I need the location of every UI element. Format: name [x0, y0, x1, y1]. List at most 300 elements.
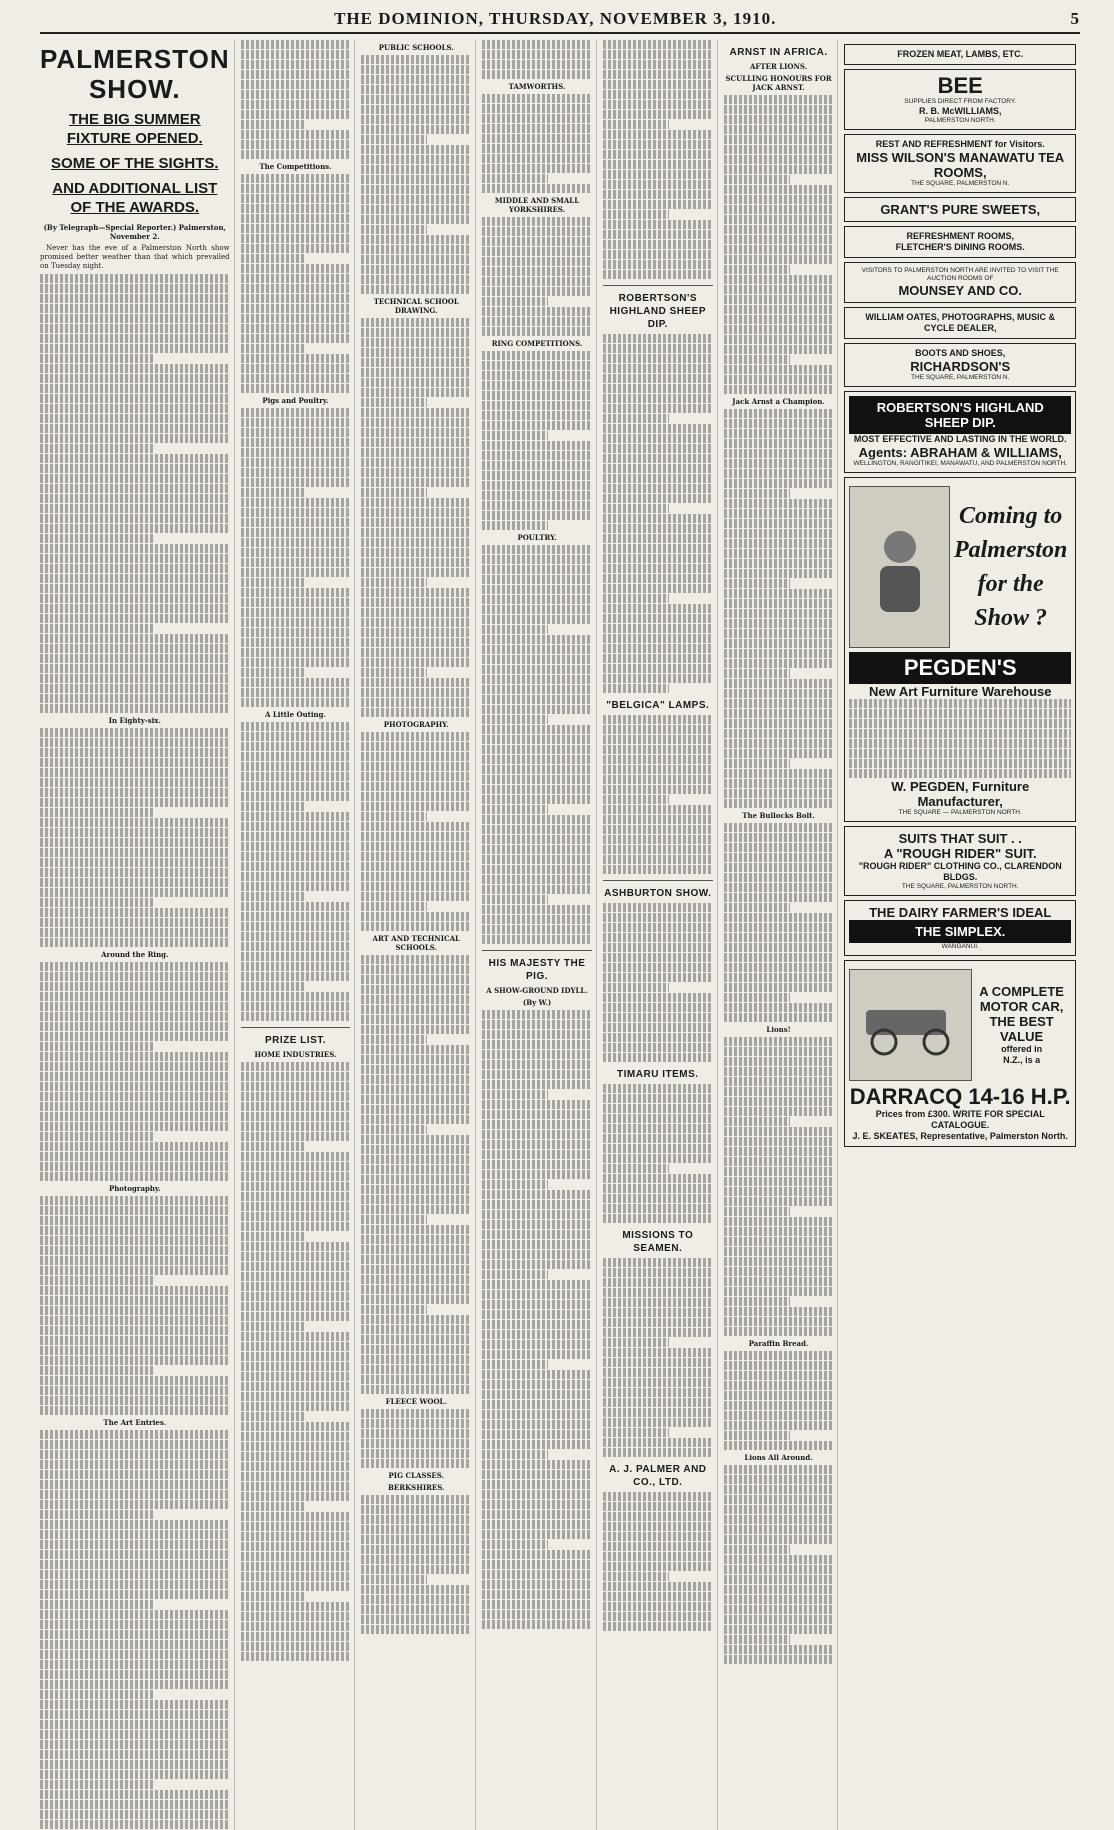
text-line — [724, 1615, 834, 1624]
text-line — [849, 739, 1071, 748]
text-line — [361, 1175, 471, 1184]
ad-name: J. E. SKEATES, Representative, Palmerston North. — [852, 1131, 1068, 1141]
text-line — [361, 698, 471, 707]
text-line — [241, 1592, 307, 1601]
text-line — [603, 765, 713, 774]
text-line — [724, 469, 834, 478]
ad-line: for the — [977, 571, 1044, 597]
text-line — [40, 1740, 230, 1749]
section-heading: Lions All Around. — [744, 1453, 813, 1462]
text-line — [482, 154, 592, 163]
coming-to-palmerston — [950, 499, 1071, 635]
text-line — [603, 200, 713, 209]
text-line — [361, 235, 471, 244]
text-line — [241, 150, 351, 159]
text-line — [603, 220, 713, 229]
text-line — [361, 215, 471, 224]
byline: (By Telegraph—Special Reporter.) Palmerston, November 2. — [43, 223, 226, 241]
section-heading: Pigs and Poultry. — [262, 396, 329, 405]
column-6 — [724, 40, 839, 1830]
text-line — [361, 518, 471, 527]
text-line — [482, 267, 592, 276]
text-line — [361, 1255, 471, 1264]
text-line — [724, 933, 834, 942]
text-line — [40, 304, 230, 313]
text-line — [40, 918, 230, 927]
text-line — [482, 227, 592, 236]
ad-title: BOOTS AND SHOES, — [915, 348, 1006, 358]
text-line — [482, 441, 592, 450]
text-line — [40, 1196, 230, 1205]
text-line — [361, 1365, 471, 1374]
text-line — [724, 1525, 834, 1534]
text-line — [361, 225, 427, 234]
text-line — [361, 1285, 471, 1294]
text-line — [603, 745, 713, 754]
ad-line: VALUE — [1000, 1029, 1044, 1044]
text-line — [603, 524, 713, 533]
text-line — [40, 748, 230, 757]
text-line — [361, 975, 471, 984]
ad-title: GRANT'S PURE SWEETS, — [880, 202, 1041, 217]
text-line — [724, 195, 834, 204]
text-line — [603, 825, 713, 834]
text-line — [724, 539, 834, 548]
text-line — [241, 1322, 307, 1331]
ad-title: WILLIAM OATES, PHOTOGRAPHS, MUSIC & CYCLE DEALER, — [865, 312, 1056, 333]
text-line — [724, 669, 790, 678]
text-line — [40, 684, 230, 693]
text-line — [361, 388, 471, 397]
text-line — [40, 1690, 154, 1699]
text-line — [603, 1164, 669, 1173]
text-line — [482, 1280, 592, 1289]
text-line — [724, 1535, 834, 1544]
text-line — [40, 1760, 230, 1769]
text-line — [241, 1632, 351, 1641]
text-line — [241, 364, 351, 373]
text-line — [724, 115, 834, 124]
text-line — [40, 324, 230, 333]
text-line — [40, 1650, 230, 1659]
text-line — [724, 833, 834, 842]
text-line — [40, 1520, 230, 1529]
text-line — [482, 1540, 548, 1549]
text-line — [482, 521, 548, 530]
text-line — [482, 371, 592, 380]
text-line — [603, 775, 713, 784]
text-line — [603, 923, 713, 932]
text-line — [241, 174, 351, 183]
text-line — [241, 752, 351, 761]
text-line — [361, 1025, 471, 1034]
text-line — [241, 1122, 351, 1131]
text-line — [361, 955, 471, 964]
section-heading: MIDDLE AND SMALL YORKSHIRES. — [494, 196, 580, 214]
text-line — [603, 404, 713, 413]
text-line — [241, 50, 351, 59]
text-line — [724, 509, 834, 518]
text-line — [603, 795, 669, 804]
text-line — [361, 155, 471, 164]
text-line — [482, 421, 592, 430]
text-line — [603, 70, 713, 79]
text-line — [724, 1197, 834, 1206]
text-line — [482, 1300, 592, 1309]
text-line — [361, 1535, 471, 1544]
text-line — [241, 852, 351, 861]
ad-title: REFRESHMENT ROOMS, — [906, 231, 1014, 241]
text-line — [603, 755, 713, 764]
text-line — [724, 1013, 834, 1022]
text-line — [241, 792, 351, 801]
text-line — [482, 885, 592, 894]
text-line — [241, 698, 351, 707]
ad-subtitle: MOST EFFECTIVE AND LASTING IN THE WORLD. — [853, 434, 1067, 444]
text-line — [482, 585, 592, 594]
text-line — [241, 1162, 351, 1171]
ad-line: THE BEST — [989, 1014, 1054, 1029]
article-body — [482, 217, 592, 336]
text-line — [724, 719, 834, 728]
text-line — [40, 1450, 230, 1459]
text-line — [482, 1100, 592, 1109]
text-line — [241, 902, 351, 911]
section-headline: TIMARU ITEMS. — [617, 1069, 699, 1080]
text-line — [241, 1102, 351, 1111]
car-illustration — [849, 969, 972, 1081]
text-line — [603, 943, 713, 952]
text-line — [361, 338, 471, 347]
text-line — [482, 695, 592, 704]
text-line — [241, 1522, 351, 1531]
text-line — [40, 1246, 230, 1255]
text-line — [241, 234, 351, 243]
text-line — [241, 498, 351, 507]
text-line — [724, 699, 834, 708]
text-line — [724, 1057, 834, 1066]
ad-refreshment-rooms — [844, 226, 1076, 258]
text-line — [482, 431, 548, 440]
ad-richardsons-boots — [844, 343, 1076, 387]
text-line — [361, 648, 471, 657]
text-line — [241, 60, 351, 69]
text-line — [361, 732, 471, 741]
text-line — [40, 1276, 154, 1285]
text-line — [603, 913, 713, 922]
text-line — [40, 1062, 230, 1071]
text-line — [603, 444, 713, 453]
text-line — [40, 624, 154, 633]
text-line — [361, 418, 471, 427]
text-line — [361, 1585, 471, 1594]
text-line — [241, 1172, 351, 1181]
text-line — [482, 1380, 592, 1389]
text-line — [724, 759, 790, 768]
text-line — [40, 738, 230, 747]
text-line — [482, 1410, 592, 1419]
text-line — [40, 554, 230, 563]
text-line — [361, 448, 471, 457]
text-line — [482, 765, 592, 774]
text-line — [40, 1820, 230, 1829]
text-line — [241, 140, 351, 149]
article-body — [482, 94, 592, 193]
text-line — [361, 85, 471, 94]
text-line — [40, 1530, 230, 1539]
text-line — [361, 598, 471, 607]
text-line — [241, 488, 307, 497]
text-line — [724, 649, 834, 658]
article-body — [603, 1492, 713, 1631]
text-line — [603, 90, 713, 99]
text-line — [241, 478, 351, 487]
text-line — [724, 779, 834, 788]
text-line — [724, 1465, 834, 1474]
text-line — [241, 508, 351, 517]
text-line — [361, 1355, 471, 1364]
text-line — [40, 454, 230, 463]
text-line — [40, 788, 230, 797]
ad-name: "ROUGH RIDER" CLOTHING CO., CLARENDON BLDGS. — [858, 861, 1062, 882]
text-line — [482, 1470, 592, 1479]
headline: PALMERSTON SHOW. — [40, 44, 230, 104]
text-line — [40, 962, 230, 971]
text-line — [603, 735, 713, 744]
text-line — [482, 1550, 592, 1559]
text-line — [40, 514, 230, 523]
text-line — [603, 1542, 713, 1551]
text-line — [482, 1390, 592, 1399]
text-line — [724, 1475, 834, 1484]
section-heading: A Little Outing. — [265, 710, 326, 719]
ad-wilson-tea-rooms — [844, 134, 1076, 193]
text-line — [482, 134, 592, 143]
text-line — [361, 1595, 471, 1604]
text-line — [241, 1332, 351, 1341]
text-line — [603, 644, 713, 653]
text-line — [724, 589, 834, 598]
text-line — [724, 659, 834, 668]
ad-name: THE SIMPLEX. — [849, 920, 1071, 943]
text-line — [724, 639, 834, 648]
text-line — [724, 1207, 790, 1216]
text-line — [603, 484, 713, 493]
text-line — [40, 1500, 230, 1509]
text-line — [724, 1107, 834, 1116]
text-line — [603, 634, 713, 643]
text-line — [603, 50, 713, 59]
text-line — [603, 1348, 713, 1357]
text-line — [603, 374, 713, 383]
text-line — [361, 1605, 471, 1614]
article-body — [241, 174, 351, 393]
text-line — [482, 237, 592, 246]
text-line — [40, 604, 230, 613]
text-line — [482, 1570, 592, 1579]
text-line — [482, 1500, 592, 1509]
text-line — [482, 1010, 592, 1019]
text-line — [724, 1317, 834, 1326]
text-line — [241, 1282, 351, 1291]
text-line — [361, 1295, 471, 1304]
ad-subtitle: A "ROUGH RIDER" SUIT. — [883, 846, 1037, 861]
text-line — [241, 518, 351, 527]
text-line — [241, 304, 351, 313]
text-line — [482, 247, 592, 256]
article-body — [40, 728, 230, 947]
column-2 — [241, 40, 356, 1830]
text-line — [724, 1257, 834, 1266]
text-line — [603, 210, 669, 219]
text-line — [40, 494, 230, 503]
text-line — [724, 853, 834, 862]
text-line — [482, 1530, 592, 1539]
text-line — [40, 1082, 230, 1091]
ads-column — [844, 40, 1080, 1830]
text-line — [724, 569, 834, 578]
text-line — [361, 1555, 471, 1564]
text-line — [241, 608, 351, 617]
text-line — [482, 1620, 592, 1629]
text-line — [40, 1510, 154, 1519]
text-line — [724, 729, 834, 738]
text-line — [361, 1095, 471, 1104]
ad-subtitle: SUPPLIES DIRECT FROM FACTORY. — [904, 98, 1017, 105]
text-line — [361, 1045, 471, 1054]
section-headline: ARNST IN AFRICA. — [729, 47, 828, 58]
text-line — [724, 255, 834, 264]
text-line — [603, 494, 713, 503]
text-line — [603, 845, 713, 854]
text-line — [482, 685, 592, 694]
text-line — [482, 1170, 592, 1179]
article-body — [603, 1258, 713, 1457]
ad-title: REST AND REFRESHMENT for Visitors. — [875, 139, 1045, 149]
text-line — [361, 638, 471, 647]
ad-sheep-dip — [844, 391, 1076, 473]
text-line — [724, 419, 834, 428]
ad-simplex — [844, 900, 1076, 956]
text-line — [241, 314, 351, 323]
text-line — [361, 1055, 471, 1064]
text-line — [724, 629, 834, 638]
text-line — [482, 451, 592, 460]
text-line — [40, 1112, 230, 1121]
text-line — [361, 508, 471, 517]
text-line — [603, 1184, 713, 1193]
text-line — [40, 464, 230, 473]
text-line — [241, 1362, 351, 1371]
text-line — [361, 628, 471, 637]
text-line — [40, 334, 230, 343]
text-line — [361, 428, 471, 437]
text-line — [40, 1206, 230, 1215]
section-heading: Lions! — [766, 1025, 791, 1034]
text-line — [241, 344, 307, 353]
text-line — [724, 105, 834, 114]
text-line — [849, 709, 1071, 718]
text-line — [724, 175, 790, 184]
text-line — [40, 1550, 230, 1559]
text-line — [482, 1220, 592, 1229]
text-line — [241, 194, 351, 203]
text-line — [241, 204, 351, 213]
ad-name: RICHARDSON'S — [910, 359, 1011, 374]
text-line — [241, 244, 351, 253]
ad-rough-rider — [844, 826, 1076, 896]
text-line — [40, 284, 230, 293]
text-line — [724, 135, 834, 144]
text-line — [724, 529, 834, 538]
text-line — [40, 434, 230, 443]
text-line — [603, 1388, 713, 1397]
text-line — [724, 345, 834, 354]
section-headline: A. J. PALMER AND CO., LTD. — [609, 1464, 707, 1488]
text-line — [241, 528, 351, 537]
text-line — [603, 130, 713, 139]
text-line — [482, 144, 592, 153]
text-line — [40, 1172, 230, 1181]
text-line — [603, 100, 713, 109]
text-line — [724, 235, 834, 244]
text-line — [241, 762, 351, 771]
text-line — [482, 615, 592, 624]
text-line — [241, 812, 351, 821]
text-line — [724, 823, 834, 832]
text-line — [40, 1256, 230, 1265]
text-line — [482, 50, 592, 59]
text-line — [603, 1408, 713, 1417]
text-line — [482, 675, 592, 684]
text-line — [603, 1592, 713, 1601]
text-line — [40, 1430, 230, 1439]
text-line — [603, 1084, 713, 1093]
text-line — [724, 709, 834, 718]
text-line — [241, 1012, 351, 1021]
text-line — [724, 375, 834, 384]
text-line — [482, 745, 592, 754]
text-line — [40, 1326, 230, 1335]
text-line — [40, 644, 230, 653]
text-line — [361, 65, 471, 74]
text-line — [482, 124, 592, 133]
text-line — [724, 1505, 834, 1514]
text-line — [482, 1270, 548, 1279]
ad-bee-supplies — [844, 69, 1076, 130]
ad-title: FROZEN MEAT, LAMBS, ETC. — [897, 49, 1024, 59]
text-line — [482, 1150, 592, 1159]
ad-address: THE SQUARE, PALMERSTON N. — [911, 180, 1010, 187]
text-line — [724, 619, 834, 628]
text-line — [482, 1040, 592, 1049]
text-line — [724, 739, 834, 748]
text-line — [241, 1612, 351, 1621]
article-body — [482, 40, 592, 79]
text-line — [724, 95, 834, 104]
text-line — [361, 588, 471, 597]
prize-list-heading: PRIZE LIST. — [264, 1035, 327, 1046]
text-line — [361, 165, 471, 174]
text-line — [40, 1296, 230, 1305]
text-line — [40, 982, 230, 991]
text-line — [482, 1050, 592, 1059]
text-line — [361, 265, 471, 274]
text-line — [40, 818, 230, 827]
ad-mounsey-auction — [844, 262, 1076, 303]
text-line — [40, 1032, 230, 1041]
text-line — [603, 80, 713, 89]
